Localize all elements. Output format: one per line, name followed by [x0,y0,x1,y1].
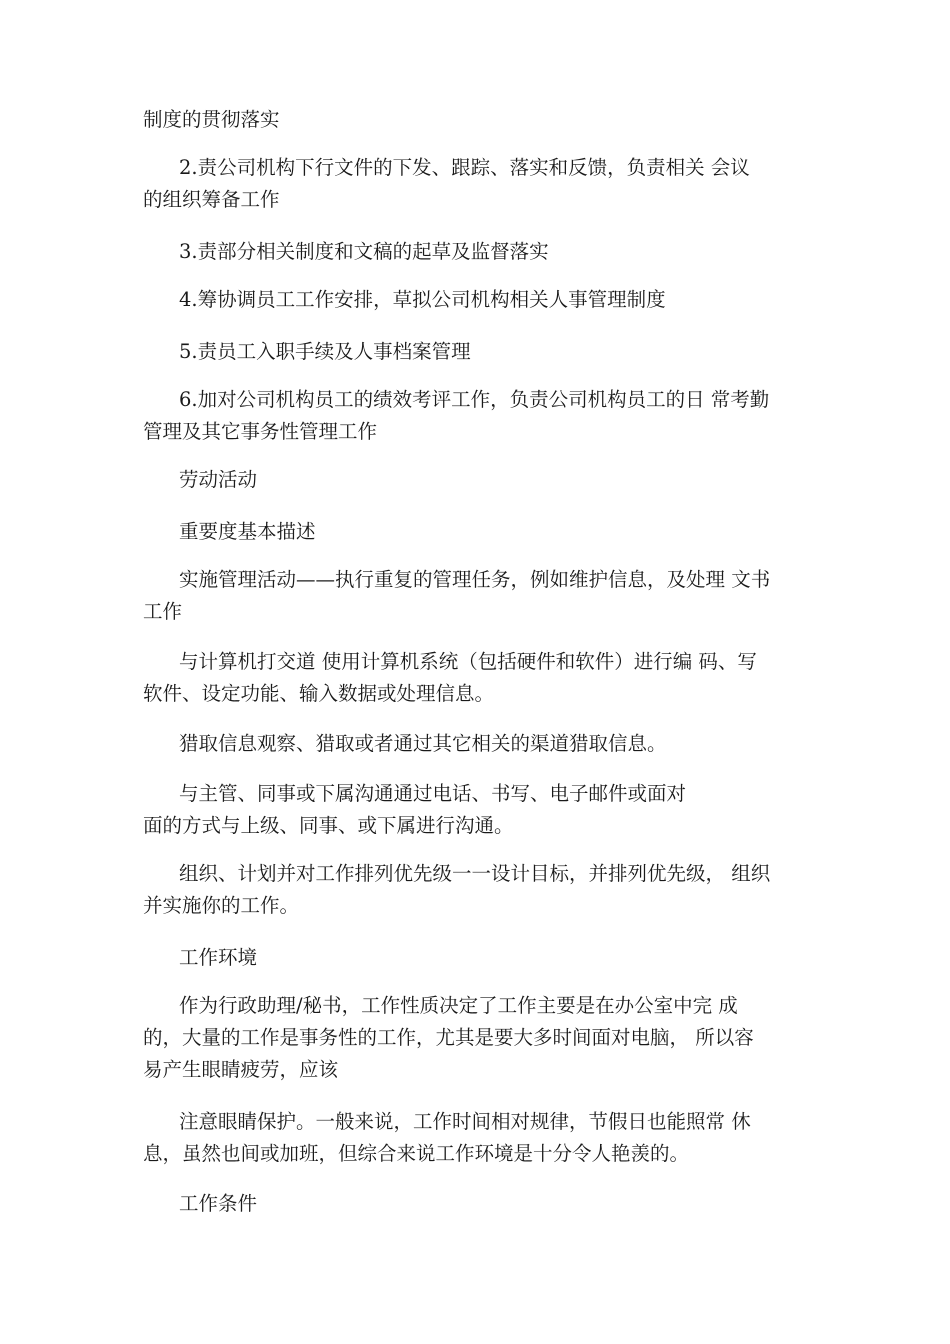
paragraph-1 [143,104,833,136]
paragraph-16 [143,1106,833,1170]
paragraph-14 [143,942,833,974]
section-heading: 工作环境 [179,946,258,969]
paragraph-15 [143,990,833,1086]
text-line: 3.责部分相关制度和文稿的起草及监督落实 [179,240,549,263]
text-line: 的，大量的工作是事务性的工作，尤其是要大多时间面对电脑， 所以容 [143,1026,754,1049]
text-line: 重要度基本描述 [179,520,316,543]
paragraph-13 [143,858,833,922]
paragraph-8 [143,516,833,548]
paragraph-6 [143,384,833,448]
text-line: 易产生眼睛疲劳，应该 [143,1058,339,1081]
text-line: 4.筹协调员工工作安排，草拟公司机构相关人事管理制度 [179,288,666,311]
text-line: 与主管、同事或下属沟通通过电话、书写、电子邮件或面对 [179,782,687,805]
paragraph-11 [143,728,833,760]
text-line: 的组织筹备工作 [143,188,280,211]
section-heading: 劳动活动 [179,468,258,491]
paragraph-17 [143,1188,833,1220]
paragraph-10 [143,646,833,710]
text-line: 工作 [143,600,183,623]
text-line: 作为行政助理/秘书，工作性质决定了工作主要是在办公室中完 成 [179,994,738,1017]
paragraph-2 [143,152,833,216]
text-line: 息，虽然也间或加班，但综合来说工作环境是十分令人艳羡的。 [143,1142,690,1165]
text-line: 软件、设定功能、输入数据或处理信息。 [143,682,495,705]
text-line: 制度的贯彻落实 [143,108,280,131]
text-line: 与计算机打交道 使用计算机系统（包括硬件和软件）进行编 码、写 [179,650,757,673]
paragraph-9 [143,564,833,628]
text-line: 管理及其它事务性管理工作 [143,420,378,443]
text-line: 2.责公司机构下行文件的下发、跟踪、落实和反馈，负责相关 会议 [179,156,750,179]
text-line: 实施管理活动——执行重复的管理任务，例如维护信息，及处理 文书 [179,568,771,591]
paragraph-7 [143,464,833,496]
text-line: 猎取信息观察、猎取或者通过其它相关的渠道猎取信息。 [179,732,667,755]
paragraph-12 [143,778,833,842]
text-line: 组织、计划并对工作排列优先级一一设计目标，并排列优先级， 组织 [179,862,771,885]
paragraph-5 [143,336,833,368]
text-line: 6.加对公司机构员工的绩效考评工作，负责公司机构员工的日 常考勤 [179,388,770,411]
text-line: 5.责员工入职手续及人事档案管理 [179,340,471,363]
text-line: 并实施你的工作。 [143,894,300,917]
paragraph-4 [143,284,833,316]
text-line: 面的方式与上级、同事、或下属进行沟通。 [143,814,514,837]
paragraph-3 [143,236,833,268]
text-line: 注意眼睛保护。一般来说，工作时间相对规律，节假日也能照常 休 [179,1110,751,1133]
section-heading: 工作条件 [179,1192,258,1215]
